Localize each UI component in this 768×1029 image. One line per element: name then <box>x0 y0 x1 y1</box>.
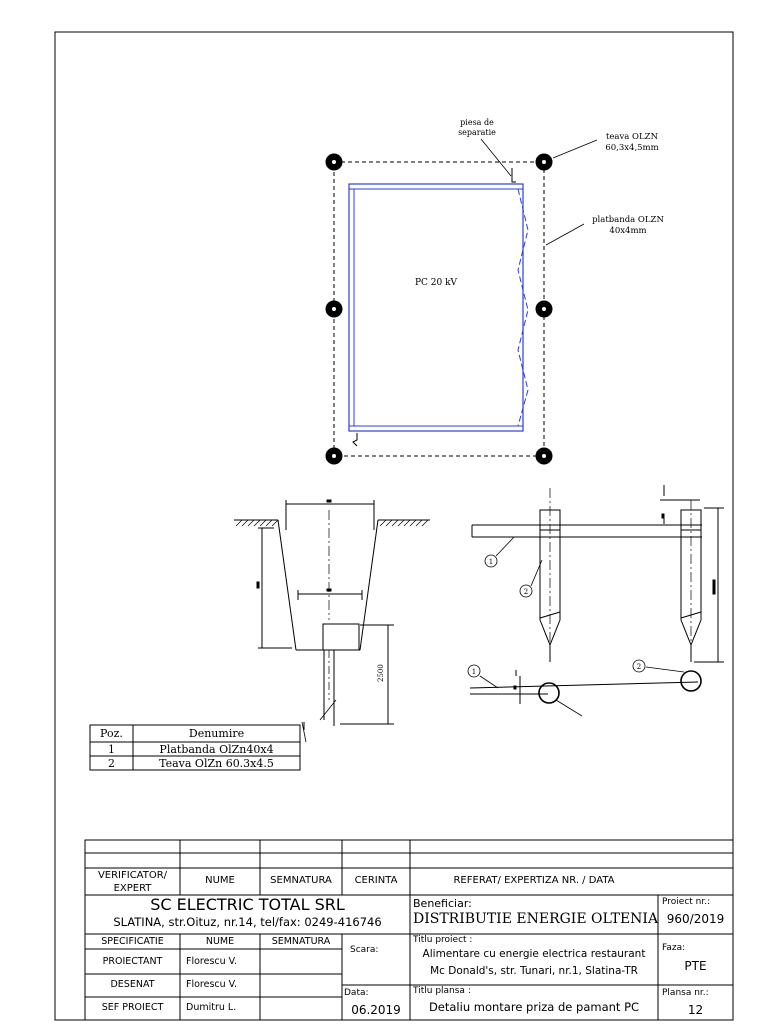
piece-label-1: piesa de <box>460 118 494 127</box>
svg-text:1: 1 <box>488 558 494 566</box>
signature-column-header: SEMNATURA <box>270 875 332 886</box>
designer-name: Florescu V. <box>186 956 237 967</box>
pipe-label-2: 60,3x4,5mm <box>605 143 659 153</box>
pipe-label-1: teava OLZN <box>605 132 659 142</box>
chief-role: SEF PROIECT <box>101 1002 164 1013</box>
sheet-number-label: Plansa nr.: <box>662 988 709 998</box>
pc-label: PC 20 kV <box>414 278 458 288</box>
strip-label-2: 40x4mm <box>609 226 647 236</box>
earthing-contour <box>334 162 544 456</box>
connection-detail <box>470 485 724 716</box>
signature-column-header-2: SEMNATURA <box>271 936 331 947</box>
electrode <box>536 448 552 464</box>
legend-row-pos: 1 <box>108 743 115 756</box>
separation-piece <box>512 168 516 182</box>
plan-view <box>326 118 664 464</box>
beneficiary-name: DISTRIBUTIE ENERGIE OLTENIA <box>413 911 659 927</box>
title-block-lines <box>85 840 733 1020</box>
drafter-name: Florescu V. <box>186 979 237 990</box>
verifier-label: VERIFICATOR/ EXPERT <box>97 870 168 894</box>
report-column-header: REFERAT/ EXPERTIZA NR. / DATA <box>453 875 615 886</box>
legend-header-pos: Poz. <box>100 727 123 740</box>
depth-dimension: 2500 <box>377 664 385 682</box>
phase-value: PTE <box>684 959 707 973</box>
marker-1-top <box>485 555 497 567</box>
name-column-header: NUME <box>205 875 235 886</box>
project-number-label: Proiect nr.: <box>662 897 711 907</box>
trench-section <box>234 500 430 742</box>
date-label: Data: <box>344 988 369 998</box>
chief-name: Dumitru L. <box>186 1002 237 1013</box>
project-title-line-2: Mc Donald's, str. Tunari, nr.1, Slatina-TR <box>430 965 638 977</box>
legend-header-name: Denumire <box>188 727 245 740</box>
electrode <box>326 301 342 317</box>
specification-column-header: SPECIFICATIE <box>101 936 164 947</box>
phase-label: Faza: <box>662 943 686 953</box>
date-value: 06.2019 <box>351 1003 401 1017</box>
company-name: SC ELECTRIC TOTAL SRL <box>150 895 345 914</box>
electrode <box>326 154 342 170</box>
requirement-column-header: CERINTA <box>354 875 398 886</box>
sheet-title: Detaliu montare priza de pamant PC <box>428 1000 640 1014</box>
sheet-title-label: Titlu plansa : <box>413 986 471 996</box>
project-title-label: Titlu proiect : <box>413 935 473 945</box>
marker-2-bottom <box>633 660 645 672</box>
name-column-header-2: NUME <box>205 936 235 947</box>
beneficiary-label: Beneficiar: <box>413 897 472 910</box>
strip-label-1: platbanda OLZN <box>592 215 664 225</box>
company-address: SLATINA, str.Oituz, nr.14, tel/fax: 0249-416746 <box>113 915 382 929</box>
pc-outline <box>349 184 523 431</box>
marker-2-top <box>520 585 532 597</box>
legend-row-pos: 2 <box>108 757 115 770</box>
sheet-number: 12 <box>687 1003 704 1017</box>
legend-row-name: Teava OlZn 60.3x4.5 <box>159 757 274 770</box>
scale-label: Scara: <box>350 945 379 955</box>
piece-label-2: separatie <box>458 128 496 137</box>
svg-text:2: 2 <box>523 588 529 596</box>
svg-text:1: 1 <box>471 668 477 676</box>
electrode <box>536 301 552 317</box>
electrode <box>326 448 342 464</box>
svg-text:2: 2 <box>636 663 642 671</box>
drafter-role: DESENAT <box>110 979 155 990</box>
project-number: 960/2019 <box>666 912 725 926</box>
project-title-line-1: Alimentare cu energie electrica restaurant <box>422 948 646 960</box>
marker-1-bottom <box>468 665 480 677</box>
electrode <box>536 154 552 170</box>
designer-role: PROIECTANT <box>102 956 163 967</box>
legend-row-name: Platbanda OlZn40x4 <box>159 743 274 756</box>
